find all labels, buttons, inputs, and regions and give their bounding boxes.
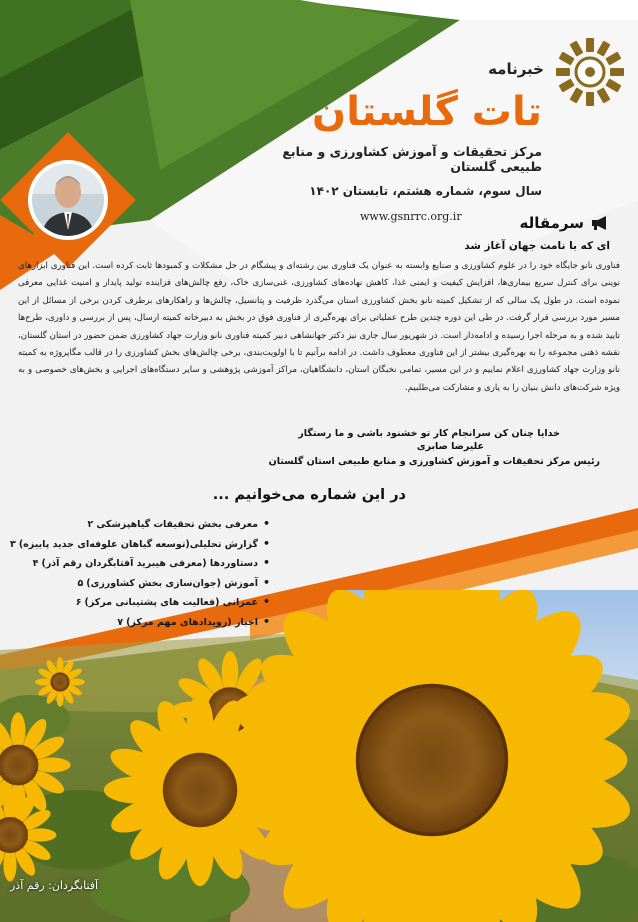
author-role: رئیس مرکز تحقیقات و آموزش کشاورزی و منابع طبیعی استان گلستان [268, 456, 600, 467]
toc-item[interactable]: • گزارش تحلیلی(توسعه گیاهان علوفه‌ای جدید پاییزه)۳ [10, 534, 270, 554]
editorial-header [519, 214, 610, 232]
organization-logo [554, 36, 626, 108]
toc-item[interactable]: • اخبار (رویدادهای مهم مرکز)۷ [10, 612, 270, 632]
toc-item[interactable]: • عمرانی (فعالیت های پشتیبانی مرکز)۶ [10, 592, 270, 612]
website-link[interactable]: www.gsnrrc.org.ir [360, 210, 462, 223]
signature-block [269, 428, 600, 467]
author-name: علیرضا صابری [416, 441, 484, 452]
toc-title: در این شماره می‌خوانیم ... [212, 487, 406, 503]
person-icon [32, 164, 104, 236]
closing-poem: خدایا چنان کن سرانجام کار تو خشنود باشی و ما رستگار [298, 428, 560, 439]
avatar [28, 160, 108, 240]
editorial-heading: سرمقاله [519, 214, 584, 232]
megaphone-icon [590, 215, 610, 231]
toc-item[interactable]: • معرفی بخش تحقیقات گیاهپزشکی۲ [10, 514, 270, 534]
toc-item[interactable]: • آموزش (جوان‌سازی بخش کشاورزی)۵ [10, 573, 270, 593]
editorial-subheading: ای که با نامت جهان آغاز شد [464, 240, 610, 252]
sunflower-photo [0, 590, 638, 922]
issue-info: سال سوم، شماره هشتم، تابستان ۱۴۰۲ [309, 184, 542, 198]
header-info [242, 144, 542, 223]
photo-credit: آفتابگردان: رقم آذر [10, 879, 99, 892]
author-portrait [8, 140, 128, 260]
newsletter-title: تات گلستان [312, 89, 542, 135]
toc-item[interactable]: • دستاوردها (معرفی هیبرید آفتابگردان رقم آذر)۴ [10, 553, 270, 573]
editorial-body: فناوری نانو جایگاه خود را در علوم کشاورزی و صنایع وابسته به عنوان یک فناوری بین رشته‌ای و پیشگام در حل مشکلات و کمبودها ثابت کرده است. این فناوری ابزارهای نوینی برای کنترل سریع بیماری‌ها، افزایش کیفیت و ایمنی غذا، کاهش نهاده‌های کشاورزی، غنی‌سازی خاک، رفع چالش‌های فزاینده تولید پایدار و امنیت غذایی معرفی نموده است. در طول یک سالی که از تشکیل کمیته نانو بخش کشاورزی استان می‌گذرد ظرفیت و پتانسیل، چالش‌ها و راهکارهای برطرف کردن برخی از مسائل از این مسیر مورد بررسی قرار گرفت. در طی این دوره چندین طرح عملیاتی برای بهره‌گیری از فناوری فوق در بخش به دبیرخانه کمیته ارسال، پس از بررسی و داوری، طرح‌ها تایید شده و به مرحله اجرا رسیده و ادامه‌دار است. در شهریور سال جاری نیز دکتر جهانشاهی دبیر کمیته فناوری نانو وزارت جهاد کشاورزی ضمن حضور در استان گلستان، نقشه ذهنی مجموعه را به بهره‌گیری بیشتر از این فناوری معطوف داشت. در ادامه برآنیم تا با اولویت‌بندی، برخی چالش‌های بخش کشاورزی را در قالب مگاپروژه به کمیته نانو وزارت جهاد کشاورزی اعلام نماییم و در این مسیر، تمامی نخبگان استان، دانشگاهیان، مراکز آموزشی پژوهشی و سایر دستگاه‌های اجرایی و بخش‌های خصوصی و به ویژه شرکت‌های دانش بنیان را به یاری و مشارکت می‌طلبیم. [18, 261, 620, 393]
newsletter-label: خبرنامه [488, 60, 544, 78]
center-name: مرکز تحقیقات و آموزش کشاورزی و منابع طبیعی گلستان [282, 144, 542, 174]
